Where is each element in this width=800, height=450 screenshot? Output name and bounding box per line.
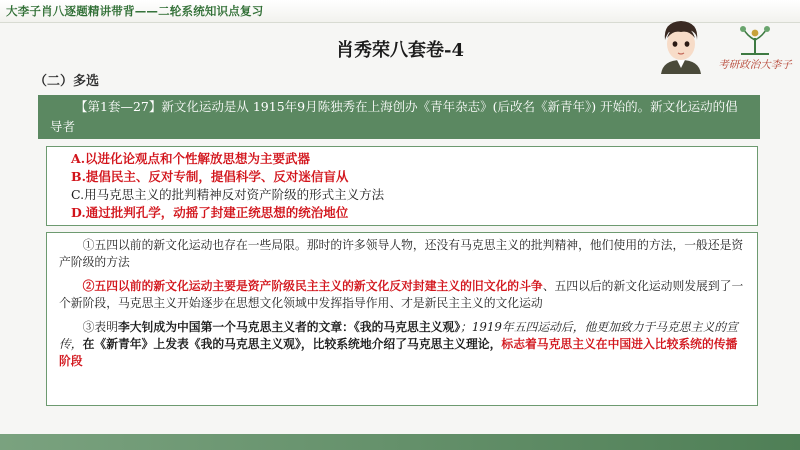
explanation-p3-italic: ；1919年五四运动后，他更加致力于马克思主义的宣传， <box>59 320 738 351</box>
options-box <box>46 146 758 226</box>
explanation-p3-bold2: 在《新青年》上发表《我的马克思主义观》，比较系统地介绍了马克思主义理论， <box>82 337 502 351</box>
explanation-box <box>46 232 758 406</box>
section-label: （二）多选 <box>34 74 100 89</box>
question-box <box>38 95 760 139</box>
presenter-avatar <box>651 18 711 74</box>
option-c: C.用马克思主义的批判精神反对资产阶级的形式主义方法 <box>71 187 385 202</box>
brand-logo <box>713 24 797 74</box>
explanation-p3-bold: 李大钊成为中国第一个马克思主义者的文章：《我的马克思主义观》 <box>118 320 461 334</box>
explanation-paragraph-2 <box>59 278 745 312</box>
explanation-p3-highlight: 标志着马克思主义在中国进入比较系统的传播阶段 <box>59 337 738 368</box>
explanation-p3-intro: ③表明 <box>82 320 118 334</box>
question-text: 【第1套—27】新文化运动是从 1915年9月陈独秀在上海创办《青年杂志》(后改名《新青年》) 开始的。新文化运动的倡导者 <box>50 99 738 134</box>
tree-logo-icon <box>713 24 797 58</box>
explanation-paragraph-3 <box>59 319 745 370</box>
brand-title: 大李子肖八逐题精讲带背——二轮系统知识点复习 <box>6 4 264 18</box>
page-title: 肖秀荣八套卷-4 <box>336 40 464 61</box>
explanation-p1-text: ①五四以前的新文化运动也存在一些局限。那时的许多领导人物，还没有马克思主义的批判精神，他们使用的方法，一般还是资产阶级的方法 <box>59 238 744 269</box>
logo-text: 考研政治大李子 <box>718 59 792 71</box>
explanation-p2-text: 、五四以后的新文化运动则发展到了一个新阶段，马克思主义开始逐步在思想文化领域中发挥指导作用、才是新民主主义的文化运动 <box>59 279 744 310</box>
option-a: A.以进化论观点和个性解放思想为主要武器 <box>71 151 311 166</box>
option-b: B.提倡民主、反对专制，提倡科学、反对迷信盲从 <box>71 169 349 184</box>
explanation-paragraph-1 <box>59 237 745 271</box>
bottom-bar <box>0 434 800 450</box>
explanation-p2-highlight: ②五四以前的新文化运动主要是资产阶级民主主义的新文化反对封建主义的旧文化的斗争 <box>82 279 543 293</box>
option-d: D.通过批判孔学，动摇了封建正统思想的统治地位 <box>71 205 349 220</box>
